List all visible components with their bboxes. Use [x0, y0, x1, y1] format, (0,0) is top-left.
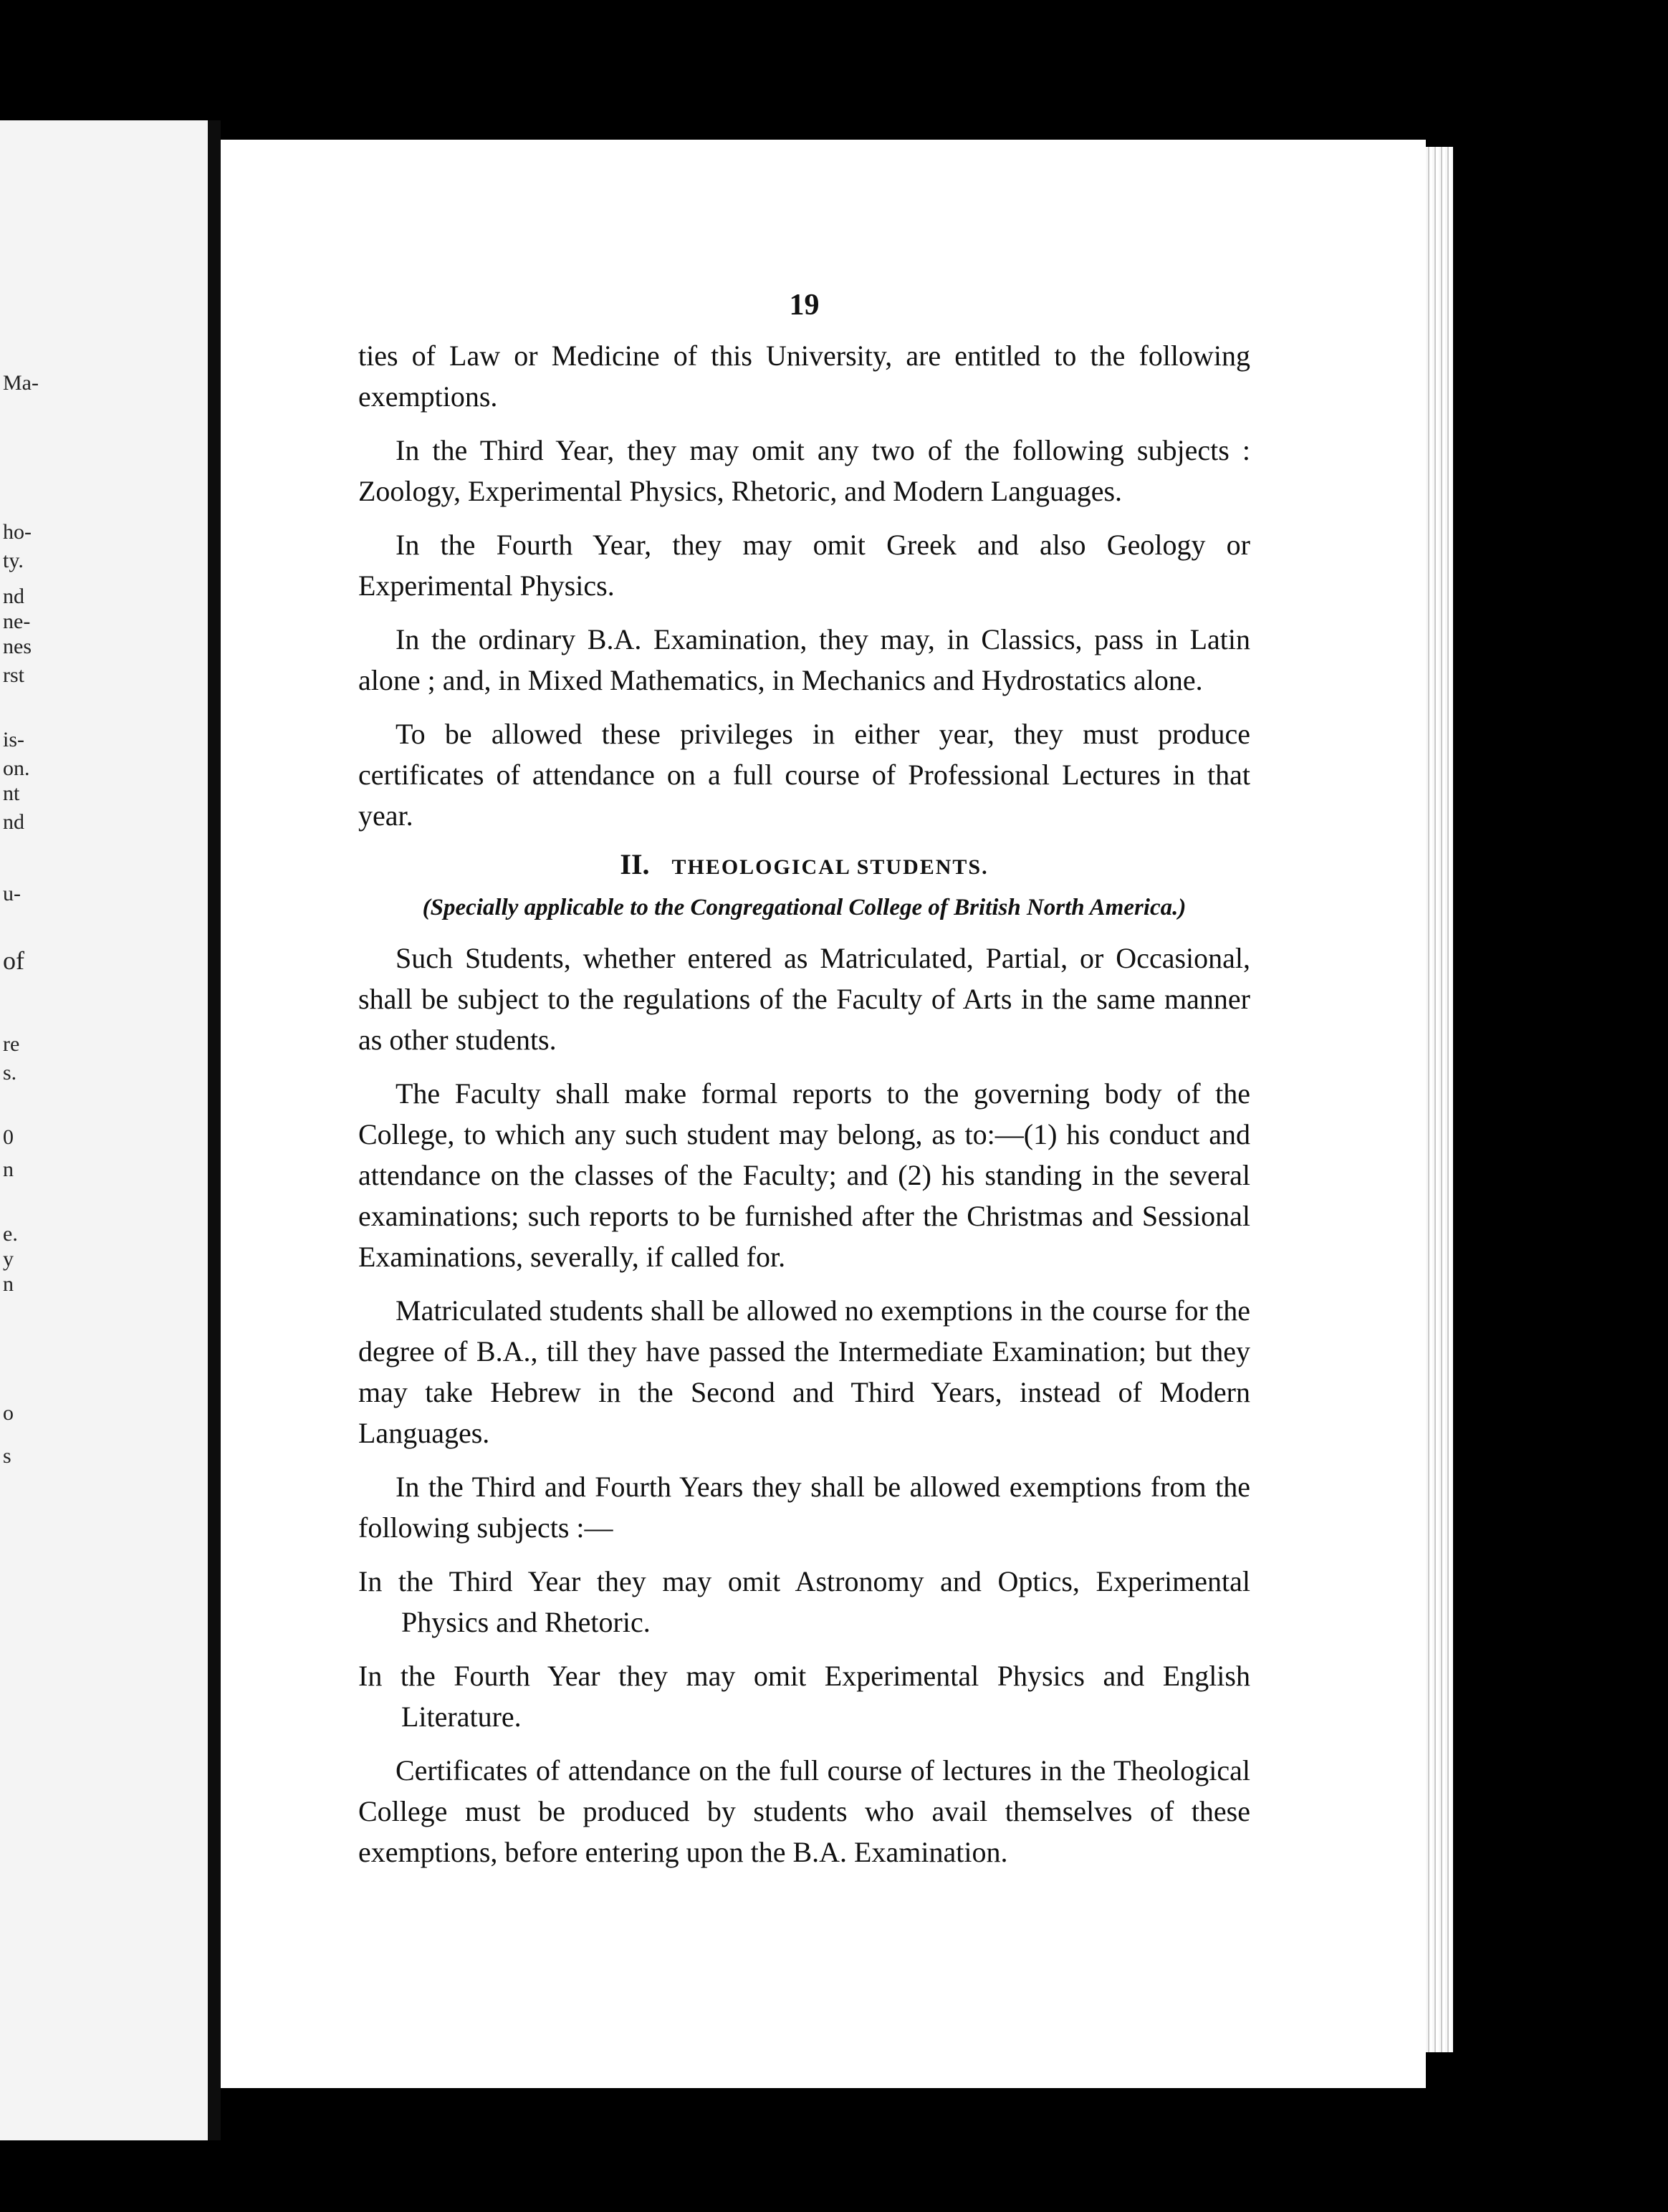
paragraph: In the Fourth Year, they may omit Greek and also Geology or Experimental Physics.	[358, 529, 1250, 602]
left-page-fragment: n	[3, 1272, 14, 1296]
paragraph: The Faculty shall make formal reports to the governing body of the College, to which any such student may belong, as to:—(1) his conduct and attendance on the classes of the Faculty; and (2) his standing in the several examinations; such reports to be furnished after the Christmas and Sessional Examinations, severally, if called for.	[358, 1077, 1250, 1273]
section-subheading: (Specially applicable to the Congregational College of British North America.)	[422, 895, 1187, 920]
left-page-fragment: ho-	[3, 520, 32, 544]
section-numeral: II.	[620, 848, 650, 880]
left-page-fragment: n	[3, 1158, 14, 1181]
left-page-fragment: of	[3, 946, 24, 975]
paragraph: In the ordinary B.A. Examination, they may, in Classics, pass in Latin alone ; and, in Mixed Mathematics, in Mechanics and Hydrostatics alone.	[358, 623, 1250, 696]
left-page-margin	[0, 120, 211, 2140]
paragraph: Matriculated students shall be allowed no exemptions in the course for the degree of B.A., till they have passed the Intermediate Examination; but they may take Hebrew in the Second and Third Years, instead of Modern Languages.	[358, 1294, 1250, 1449]
left-page-fragment: re	[3, 1032, 20, 1056]
paragraph: In the Third Year, they may omit any two of the following subjects : Zoology, Experimental Physics, Rhetoric, and Modern Languages.	[358, 434, 1250, 507]
left-page-fragment: s.	[3, 1061, 17, 1085]
left-page-fragment: rst	[3, 663, 24, 687]
paragraph: ties of Law or Medicine of this University, are entitled to the following exemptions.	[358, 340, 1250, 413]
left-page-fragment: s	[3, 1444, 11, 1468]
left-page-fragment: e.	[3, 1222, 18, 1246]
left-page-fragment: 0	[3, 1125, 14, 1149]
left-page-fragment: ty.	[3, 549, 24, 572]
left-page-fragment: is-	[3, 728, 24, 751]
left-page-fragment: Ma-	[3, 371, 39, 395]
left-page-fragment: nes	[3, 635, 32, 658]
paragraph: In the Third Year they may omit Astronomy and Optics, Experimental Physics and Rhetoric.	[358, 1565, 1250, 1638]
left-page-fragment: ne-	[3, 610, 31, 633]
paragraph: Such Students, whether entered as Matriculated, Partial, or Occasional, shall be subject to the regulations of the Faculty of Arts in the same manner as other students.	[358, 942, 1250, 1056]
page-body	[358, 287, 1250, 1885]
left-page-fragment: nd	[3, 810, 24, 834]
paragraph: To be allowed these privileges in either year, they must produce certificates of attendance on a full course of Professional Lectures in that year.	[358, 718, 1250, 832]
page-edge-stack	[1426, 147, 1453, 2052]
section-heading	[358, 849, 1250, 883]
left-page-fragment: u-	[3, 882, 21, 905]
paragraph: In the Fourth Year they may omit Experimental Physics and English Literature.	[358, 1660, 1250, 1733]
paragraph: In the Third and Fourth Years they shall be allowed exemptions from the following subjects :—	[358, 1471, 1250, 1544]
paragraph: Certificates of attendance on the full course of lectures in the Theological College must be produced by students who avail themselves of these exemptions, before entering upon the B.A. Examination.	[358, 1754, 1250, 1868]
left-page-fragment: o	[3, 1401, 14, 1425]
page-number: 19	[789, 289, 820, 322]
section-title: THEOLOGICAL STUDENTS.	[671, 855, 989, 879]
left-page-fragment: nt	[3, 782, 20, 805]
left-page-fragment: on.	[3, 756, 30, 780]
left-page-fragment: nd	[3, 585, 24, 608]
book-gutter	[208, 120, 221, 2140]
left-page-fragment: y	[3, 1247, 14, 1271]
